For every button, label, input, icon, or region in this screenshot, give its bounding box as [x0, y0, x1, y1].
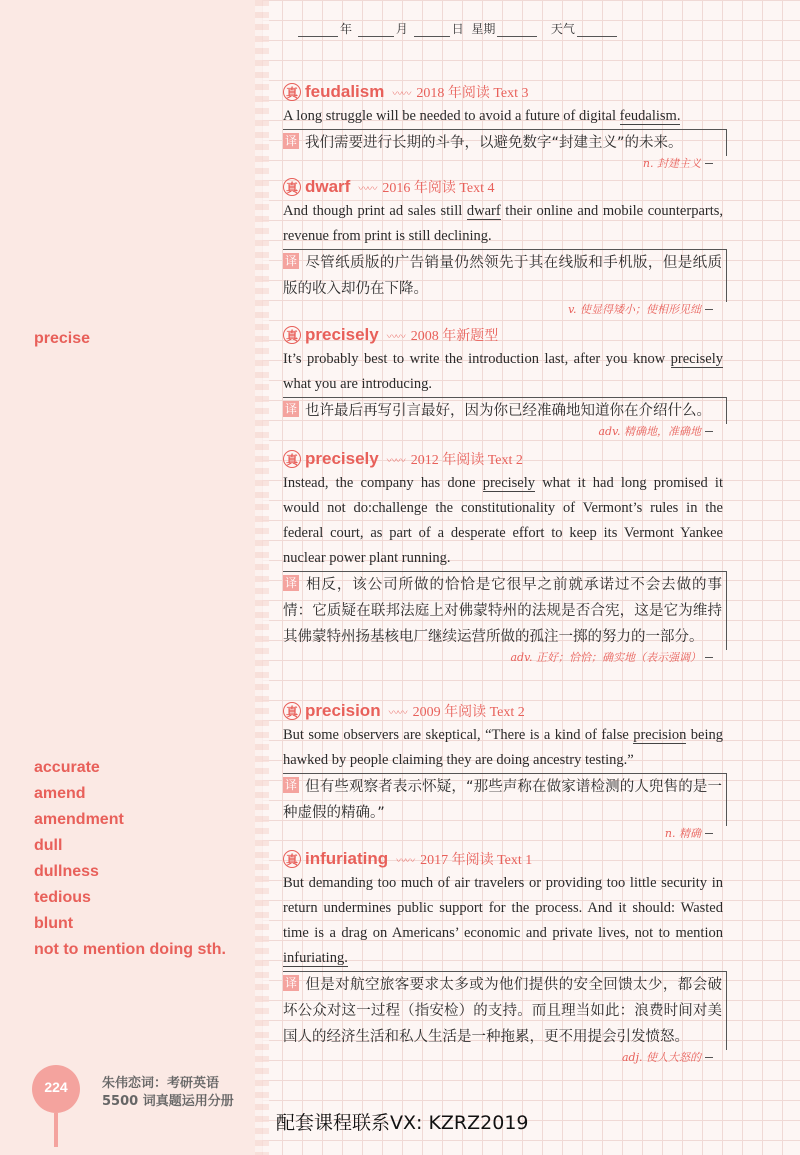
- zhen-tag-icon: 真: [283, 702, 301, 720]
- sidebar-related-word: amend: [34, 785, 86, 802]
- entry-precisely-2008: [283, 323, 723, 440]
- entry-source: 2017 年阅读 Text 1: [420, 853, 533, 868]
- key-word: precisely: [482, 475, 536, 491]
- entry-infuriating: [283, 847, 723, 1066]
- chinese-translation: 译 尽管纸质版的广告销量仍然领先于其在线版和手机版，但是纸质版的收入却仍在下降。: [283, 254, 722, 297]
- wave-icon: 〰〰: [386, 331, 405, 343]
- translation-icon: 译: [284, 134, 297, 148]
- key-word: precision: [633, 727, 687, 743]
- entry-precisely-2012: [283, 447, 723, 666]
- english-sentence: It’s probably best to write the introduction last, after you know precisely what you are introducing.: [283, 351, 723, 392]
- key-word: dwarf: [466, 203, 501, 219]
- chinese-translation: 译 相反，该公司所做的恰恰是它很早之前就承诺过不会去做的事情：它质疑在联邦法庭上对佛蒙特州的法规是否合宪，这是它为维持其佛蒙特州扬基核电厂继续运营所做的孤注一掷的努力的一部分。: [283, 576, 722, 645]
- month-label: 月: [395, 22, 408, 36]
- wave-icon: 〰〰: [386, 455, 405, 467]
- wave-icon: 〰〰: [392, 88, 411, 100]
- zhen-tag-icon: 真: [283, 850, 301, 868]
- english-sentence: But demanding too much of air travelers or providing too little security in return undermines public support for the process. And it should: Wasted time is a drag on Americans’ economic and private lives, not to mention infuriating.: [283, 875, 723, 966]
- definition: n. 精确: [283, 826, 723, 842]
- chinese-translation: 译 但有些观察者表示怀疑，“那些声称在做家谱检测的人兜售的是一种虚假的精确。”: [283, 778, 722, 821]
- english-sentence: A long struggle will be needed to avoid a future of digital feudalism.: [283, 108, 681, 124]
- entry-source: 2008 年新题型: [410, 329, 499, 344]
- translation-icon: 译: [284, 402, 297, 416]
- left-margin-column: [0, 0, 262, 1155]
- translation-icon: 译: [284, 976, 297, 990]
- translation-icon: 译: [284, 254, 297, 268]
- chinese-translation: 译 也许最后再写引言最好，因为你已经准确地知道你在介绍什么。: [284, 402, 711, 419]
- english-sentence: And though print ad sales still dwarf their online and mobile counterparts, revenue from print is still declining.: [283, 203, 724, 244]
- key-word: infuriating.: [283, 950, 348, 966]
- day-label: 日: [451, 22, 464, 36]
- torn-edge: [255, 0, 269, 1155]
- sidebar-related-word: tedious: [34, 889, 91, 906]
- translation-icon: 译: [284, 778, 297, 792]
- chinese-translation: 译 但是对航空旅客要求太多或为他们提供的安全回馈太少，都会破坏公众对这一过程（指安检）的支持。而且理当如此：浪费时间对美国人的经济生活和私人生活是一种拖累，更不用提会引发愤怒。: [283, 976, 722, 1045]
- zhen-tag-icon: 真: [283, 326, 301, 344]
- sidebar-related-word: accurate: [34, 759, 100, 776]
- english-sentence: But some observers are skeptical, “There is a kind of false precision being hawked by people claiming they are doing ancestry testing.”: [283, 727, 723, 768]
- zhen-tag-icon: 真: [283, 450, 301, 468]
- entry-word: precision: [305, 701, 381, 720]
- book-title: 朱伟恋词：考研英语 5500 词真题运用分册: [102, 1076, 234, 1109]
- key-word: feudalism.: [619, 108, 681, 124]
- wave-icon: 〰〰: [396, 855, 415, 867]
- year-label: 年: [340, 22, 353, 36]
- english-sentence: Instead, the company has done precisely what it had long promised it would not do:challenge the constitutionality of Vermont’s rules in the federal court, as part of a desperate effort to keep its Vermont Yankee nuclear power plant running.: [283, 475, 723, 566]
- entry-source: 2016 年阅读 Text 4: [382, 181, 495, 196]
- entry-word: dwarf: [305, 177, 351, 196]
- wave-icon: 〰〰: [358, 183, 377, 195]
- page-number-badge: [32, 1065, 80, 1113]
- tree-stem-icon: [54, 1113, 58, 1147]
- translation-icon: 译: [284, 576, 297, 590]
- definition: n. 封建主义: [283, 156, 723, 172]
- weekday-label: 星期: [471, 22, 496, 36]
- sidebar-related-word: amendment: [34, 811, 124, 828]
- entry-word: infuriating: [305, 849, 389, 868]
- chinese-translation: 译 我们需要进行长期的斗争，以避免数字“封建主义”的未来。: [284, 134, 683, 151]
- entry-source: 2012 年阅读 Text 2: [410, 453, 523, 468]
- definition: adj. 使人大怒的: [283, 1050, 723, 1066]
- weather-label: 天气: [550, 22, 575, 36]
- entry-dwarf: [283, 175, 723, 318]
- zhen-tag-icon: 真: [283, 83, 301, 101]
- zhen-tag-icon: 真: [283, 178, 301, 196]
- definition: adv. 正好；恰恰；确实地（表示强调）: [283, 650, 723, 666]
- sidebar-related-word: dull: [34, 837, 63, 854]
- entry-precision: [283, 699, 723, 842]
- date-header: [296, 20, 619, 37]
- entry-feudalism: [283, 80, 723, 172]
- definition: v. 使显得矮小；使相形见绌: [283, 302, 723, 318]
- promo-text: 配套课程联系VX: KZRZ2019: [276, 1112, 529, 1134]
- sidebar-related-word: blunt: [34, 915, 74, 932]
- wave-icon: 〰〰: [388, 707, 407, 719]
- entry-word: precisely: [305, 449, 379, 468]
- entry-source: 2009 年阅读 Text 2: [412, 705, 525, 720]
- sidebar-word-precise: precise: [34, 330, 91, 347]
- entry-word: precisely: [305, 325, 379, 344]
- page-number: 224: [44, 1079, 68, 1095]
- definition: adv. 精确地，准确地: [283, 424, 723, 440]
- sidebar-related-word: dullness: [34, 863, 99, 880]
- sidebar-related-word: not to mention doing sth.: [34, 941, 226, 958]
- entry-word: feudalism: [305, 82, 385, 101]
- entry-source: 2018 年阅读 Text 3: [416, 86, 529, 101]
- key-word: precisely: [670, 351, 723, 367]
